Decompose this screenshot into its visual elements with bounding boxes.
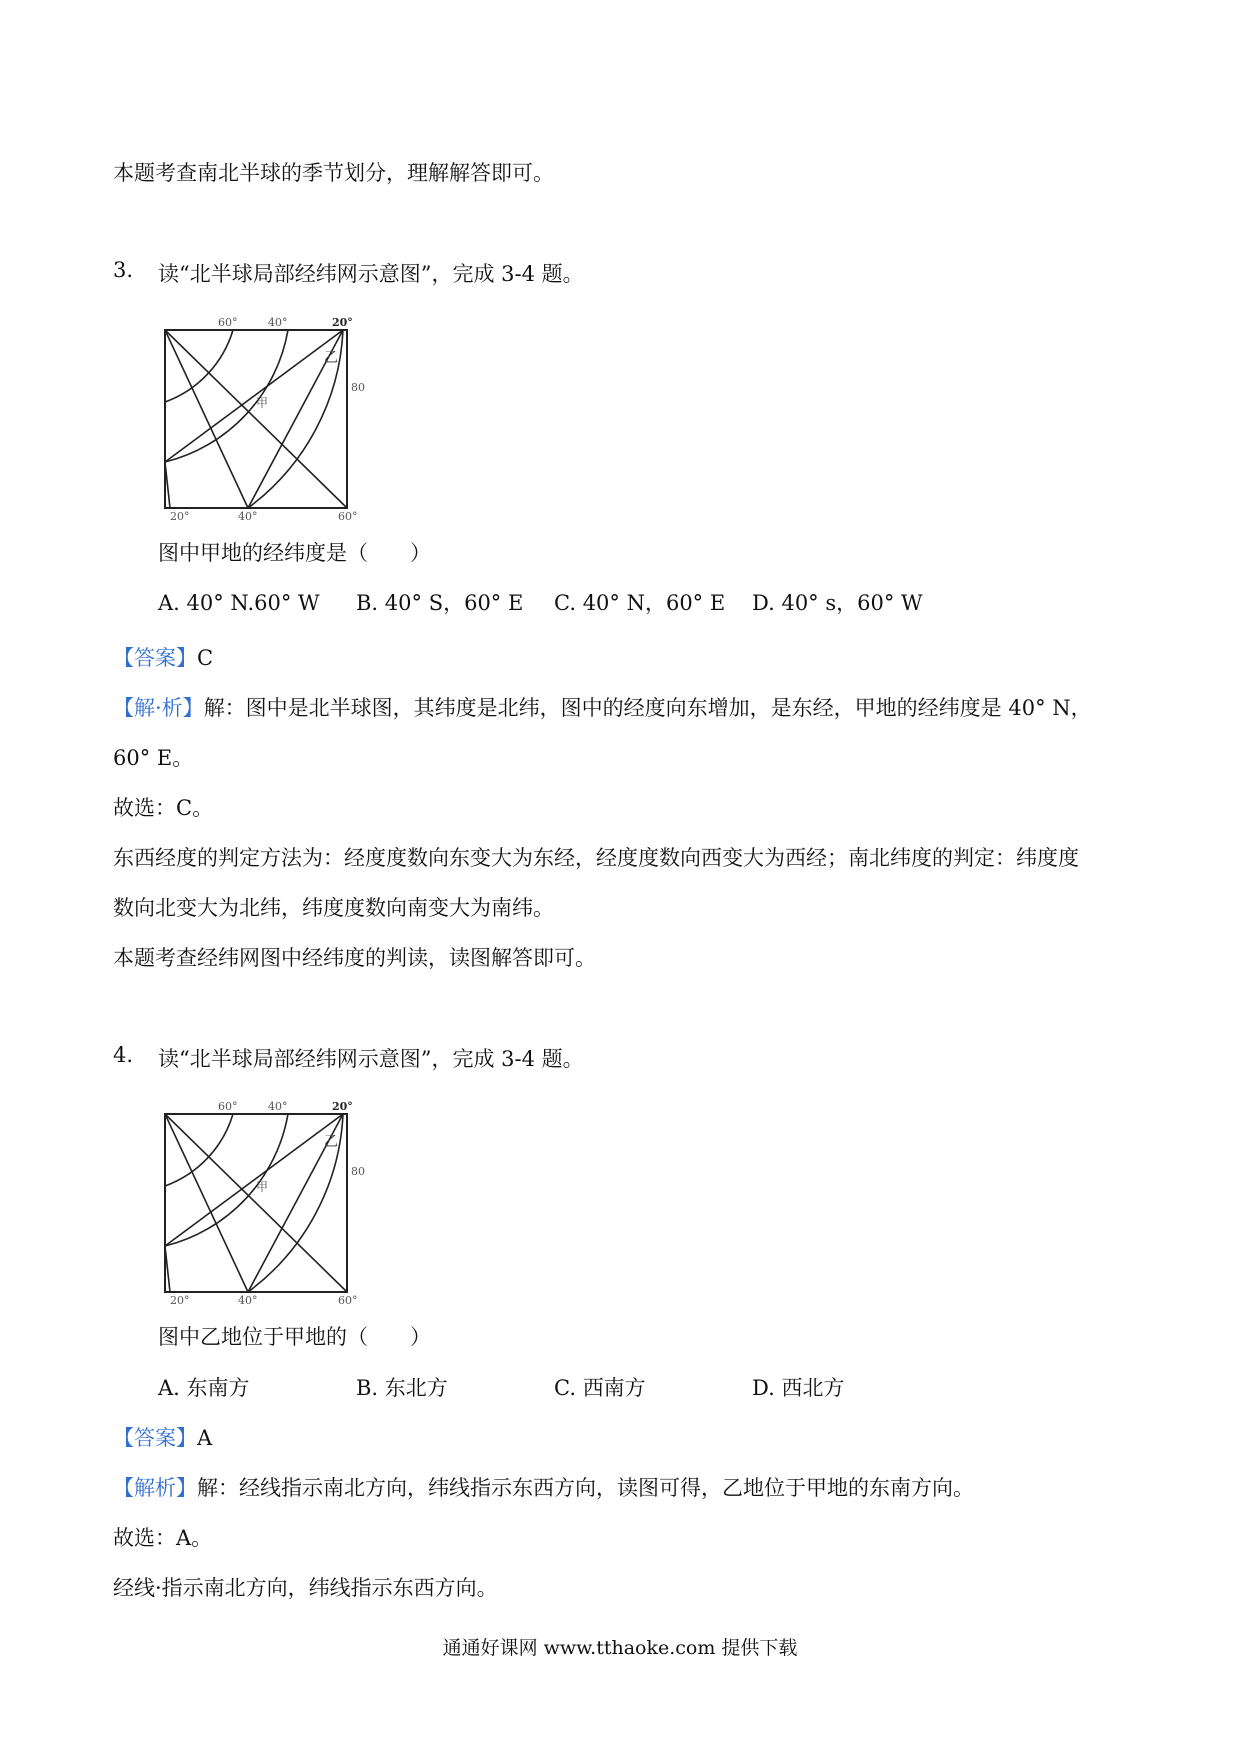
note-line: 数向北变大为北纬，纬度度数向南变大为南纬。 [113, 896, 554, 920]
answer-value: C [197, 646, 214, 670]
option-d[interactable] [752, 1373, 844, 1403]
question-prompt: 读“北半球局部经纬网示意图”，完成 3-4 题。 [158, 1047, 584, 1071]
analysis-line [113, 693, 1092, 723]
graticule-svg [158, 312, 378, 522]
right-label-80: 80 [351, 381, 365, 394]
top-label-20: 20° [332, 1100, 353, 1113]
point-yi-label: 乙 [324, 350, 338, 366]
option-text: 西北方 [781, 1376, 845, 1400]
option-a[interactable] [158, 1373, 250, 1403]
option-text: 西南方 [582, 1376, 646, 1400]
option-letter: B. [356, 591, 379, 615]
answer-tag: 【答案】 [113, 1426, 197, 1450]
analysis-tag: 【解·析】 [113, 696, 204, 720]
option-text: 40° S，60° E [384, 591, 524, 615]
graticule-diagram [158, 1096, 378, 1306]
answer-line [113, 643, 213, 673]
top-label-40: 40° [268, 1100, 288, 1113]
option-letter: D. [752, 591, 775, 615]
latitude-arc [165, 1114, 288, 1246]
option-text: 40° N，60° E [582, 591, 726, 615]
top-label-20: 20° [332, 316, 353, 329]
bottom-label-60: 60° [338, 510, 358, 522]
choice-line: 故选：A。 [113, 1526, 213, 1550]
right-label-80: 80 [351, 1165, 365, 1178]
option-b[interactable] [356, 588, 523, 618]
meridian-line [165, 1114, 343, 1246]
answer-line [113, 1423, 212, 1453]
option-letter: A. [158, 591, 180, 615]
meridian-line [165, 1114, 347, 1292]
bottom-label-40: 40° [238, 510, 258, 522]
top-label-60: 60° [218, 316, 238, 329]
meridian-line [165, 330, 248, 508]
question-number: 3. [113, 258, 134, 282]
point-jia-label: 甲 [256, 396, 269, 410]
bottom-label-20: 20° [170, 1294, 190, 1306]
top-label-60: 60° [218, 1100, 238, 1113]
meridian-line [165, 330, 347, 508]
answer-value: A [197, 1426, 213, 1450]
bottom-label-60: 60° [338, 1294, 358, 1306]
point-jia-label: 甲 [256, 1180, 269, 1194]
graticule-svg [158, 1096, 378, 1306]
analysis-text: 解：图中是北半球图，其纬度是北纬，图中的经度向东增加，是东经，甲地的经纬度是 40° N， [203, 696, 1092, 720]
meridian-line [165, 1114, 248, 1292]
intro-note: 本题考查南北半球的季节划分，理解解答即可。 [113, 161, 554, 185]
question-stem: 图中乙地位于甲地的（ ） [158, 1325, 431, 1349]
option-c[interactable] [554, 1373, 646, 1403]
option-d[interactable] [752, 588, 923, 618]
option-text: 东北方 [384, 1376, 448, 1400]
note-line: 东西经度的判定方法为：经度度数向东变大为东经，经度度数向西变大为西经；南北纬度的判定：纬度度 [113, 846, 1079, 870]
meridian-line [165, 330, 343, 462]
option-letter: C. [554, 1376, 576, 1400]
answer-tag: 【答案】 [113, 646, 197, 670]
option-a[interactable] [158, 588, 320, 618]
note-line: 经线·指示南北方向，纬线指示东西方向。 [113, 1576, 498, 1600]
page-footer: 通通好课网 www.tthaoke.com 提供下载 [442, 1637, 798, 1659]
analysis-text: 解：经线指示南北方向，纬线指示东西方向，读图可得，乙地位于甲地的东南方向。 [197, 1476, 974, 1500]
choice-line: 故选：C。 [113, 796, 214, 820]
graticule-diagram [158, 312, 378, 522]
option-text: 40° N.60° W [186, 591, 320, 615]
option-letter: C. [554, 591, 576, 615]
question-stem: 图中甲地的经纬度是（ ） [158, 541, 431, 565]
note-line: 本题考查经纬网图中经纬度的判读，读图解答即可。 [113, 946, 596, 970]
option-letter: A. [158, 1376, 180, 1400]
option-text: 东南方 [186, 1376, 250, 1400]
option-c[interactable] [554, 588, 725, 618]
option-b[interactable] [356, 1373, 448, 1403]
analysis-continuation: 60° E。 [113, 746, 194, 770]
analysis-line [113, 1473, 974, 1503]
analysis-tag: 【解析】 [113, 1476, 197, 1500]
option-text: 40° s，60° W [781, 591, 923, 615]
question-number: 4. [113, 1043, 134, 1067]
question-prompt: 读“北半球局部经纬网示意图”，完成 3-4 题。 [158, 262, 584, 286]
option-letter: B. [356, 1376, 379, 1400]
point-yi-label: 乙 [324, 1134, 338, 1150]
latitude-arc [165, 330, 288, 462]
top-label-40: 40° [268, 316, 288, 329]
bottom-label-20: 20° [170, 510, 190, 522]
option-letter: D. [752, 1376, 775, 1400]
bottom-label-40: 40° [238, 1294, 258, 1306]
